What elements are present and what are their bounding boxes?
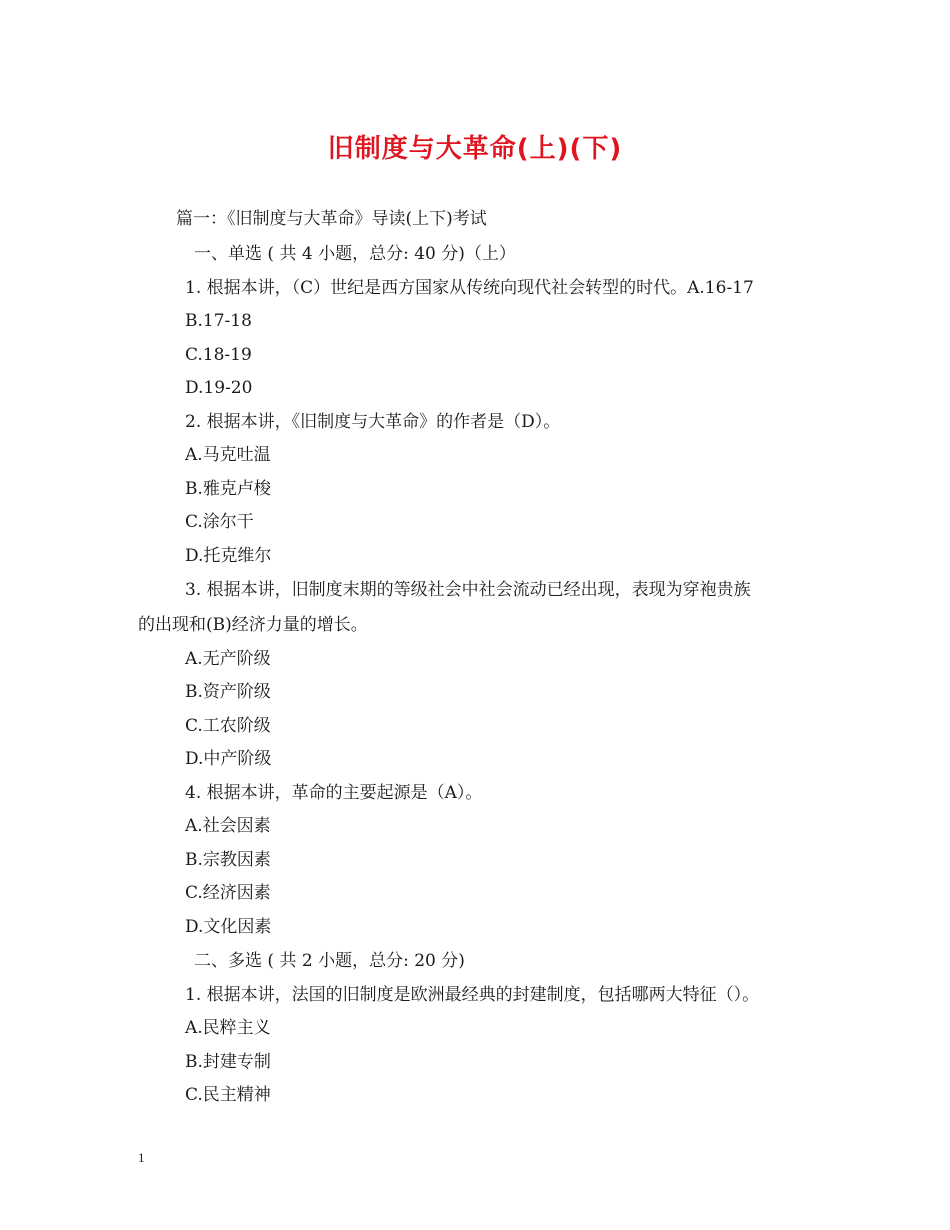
section-heading-multiple-choice: 二、多选 ( 共 2 小题，总分: 20 分)	[194, 951, 465, 971]
section-heading-article-one: 篇一：《旧制度与大革命》导读(上下)考试	[176, 209, 487, 229]
question-1-text: 1. 根据本讲，（C）世纪是西方国家从传统向现代社会转型的时代。A.16-17	[185, 278, 754, 298]
multi-question-1-text: 1. 根据本讲，法国的旧制度是欧洲最经典的封建制度，包括哪两大特征（）。	[185, 985, 760, 1005]
question-1-option-c: C.18-19	[185, 345, 252, 365]
question-2-option-b: B.雅克卢梭	[185, 479, 271, 499]
question-2-option-c: C.涂尔干	[185, 512, 254, 532]
document-title: 旧制度与大革命(上)(下)	[327, 134, 623, 164]
question-1-option-b: B.17-18	[185, 311, 252, 331]
question-4-option-b: B.宗教因素	[185, 850, 271, 870]
question-3-option-a: A.无产阶级	[185, 649, 271, 669]
multi-question-1-option-b: B.封建专制	[185, 1052, 271, 1072]
question-4-option-a: A.社会因素	[185, 816, 271, 836]
question-2-option-a: A.马克吐温	[185, 445, 271, 465]
question-3-option-c: C.工农阶级	[185, 716, 271, 736]
multi-question-1-option-a: A.民粹主义	[185, 1018, 271, 1038]
page-number: 1	[138, 1150, 145, 1165]
question-3-option-b: B.资产阶级	[185, 682, 271, 702]
question-3-option-d: D.中产阶级	[185, 749, 272, 769]
question-2-option-d: D.托克维尔	[185, 546, 272, 566]
question-4-option-d: D.文化因素	[185, 917, 272, 937]
section-heading-single-choice: 一、单选 ( 共 4 小题，总分: 40 分)（上）	[194, 244, 516, 264]
question-4-option-c: C.经济因素	[185, 883, 271, 903]
question-1-option-d: D.19-20	[185, 378, 253, 398]
question-2-text: 2. 根据本讲，《旧制度与大革命》的作者是（D）。	[185, 412, 561, 432]
question-4-text: 4. 根据本讲，革命的主要起源是（A）。	[185, 783, 483, 803]
multi-question-1-option-c: C.民主精神	[185, 1085, 271, 1105]
question-3-text-line-1: 3. 根据本讲，旧制度末期的等级社会中社会流动已经出现，表现为穿袍贵族	[185, 580, 751, 600]
question-3-text-line-2: 的出现和(B)经济力量的增长。	[138, 615, 368, 635]
